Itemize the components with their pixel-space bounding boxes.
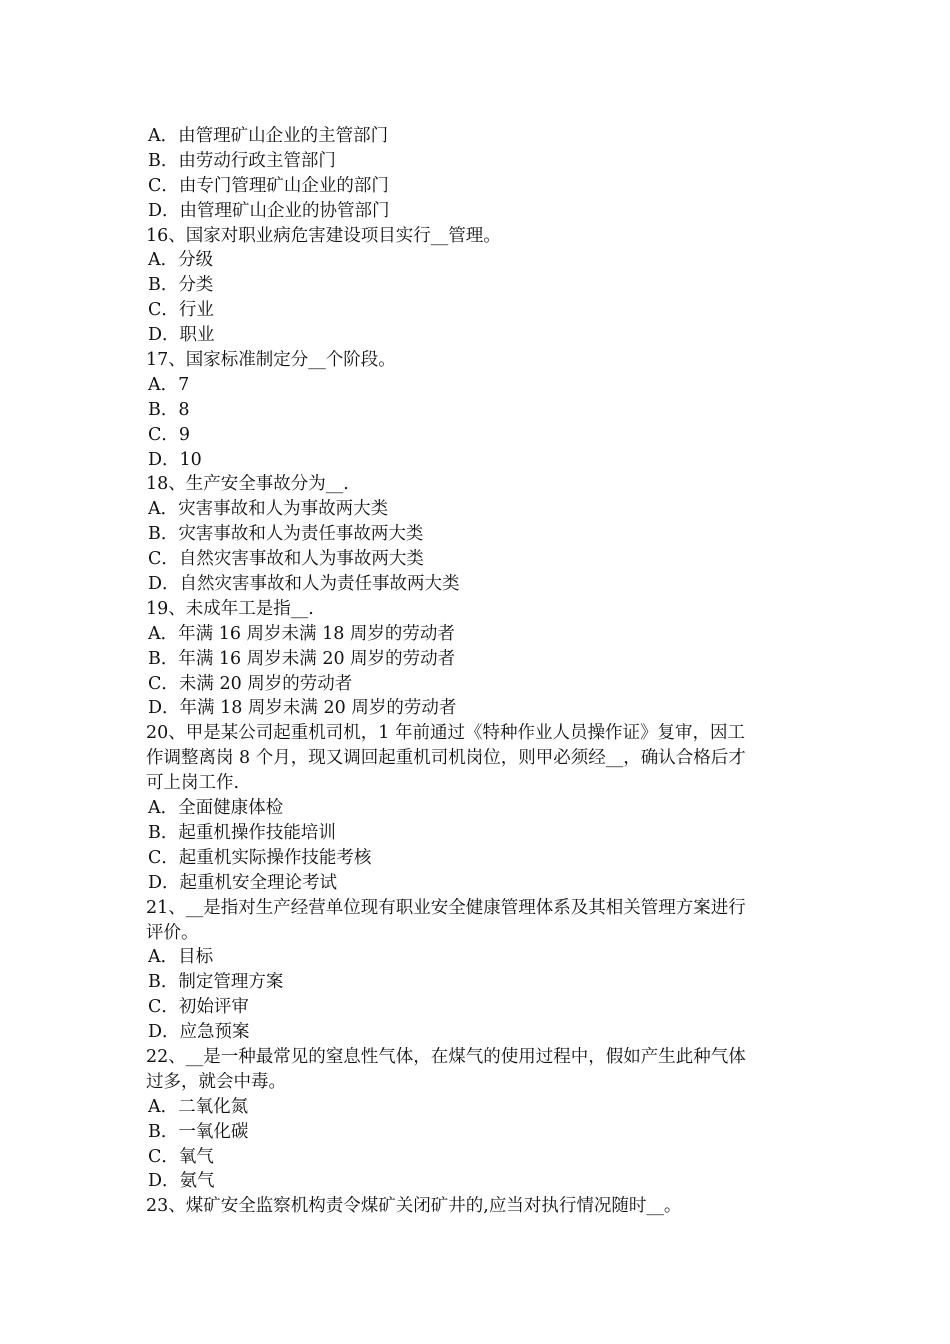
answer-option-line: C．自然灾害事故和人为事故两大类 [148,549,424,570]
answer-option-line: B．由劳动行政主管部门 [148,150,336,171]
answer-option-line: C．起重机实际操作技能考核 [148,847,372,868]
answer-option-line: A．全面健康体检 [148,798,284,819]
answer-option-line: C．9 [148,424,191,445]
answer-option-line: B．一氧化碳 [148,1121,249,1142]
question-text-line: 可上岗工作. [146,773,240,794]
answer-option-line: D．10 [148,449,202,470]
answer-option-line: D．职业 [148,325,215,346]
answer-option-line: D．氨气 [148,1171,215,1192]
question-text-line: 过多，就会中毒。 [146,1071,286,1092]
answer-option-line: C．由专门管理矿山企业的部门 [148,175,389,196]
answer-option-line: B．8 [148,399,190,420]
answer-option-line: D．由管理矿山企业的协管部门 [148,200,390,221]
question-text-line: 17、国家标准制定分__个阶段。 [146,350,396,371]
question-text-line: 16、国家对职业病危害建设项目实行__管理。 [146,225,501,246]
answer-option-line: B．分类 [148,275,214,296]
answer-option-line: A．二氧化氮 [148,1096,249,1117]
question-text-line: 23、煤矿安全监察机构责令煤矿关闭矿井的,应当对执行情况随时__。 [146,1196,682,1217]
answer-option-line: A．目标 [148,947,214,968]
document-page [146,124,812,1219]
question-text-line: 评价。 [146,922,199,943]
answer-option-line: A．由管理矿山企业的主管部门 [148,126,389,146]
answer-option-line: B．灾害事故和人为责任事故两大类 [148,524,424,545]
answer-option-line: B．起重机操作技能培训 [148,822,336,843]
question-text-line: 21、__是指对生产经营单位现有职业安全健康管理体系及其相关管理方案进行 [146,897,746,918]
answer-option-line: A．7 [148,374,190,395]
answer-option-line: A．灾害事故和人为事故两大类 [148,499,389,520]
answer-option-line: C．氧气 [148,1146,214,1167]
question-text-line: 作调整离岗 8 个月，现又调回起重机司机岗位，则甲必须经__，确认合格后才 [146,748,746,769]
answer-option-line: C．初始评审 [148,997,249,1018]
answer-option-line: C．行业 [148,300,214,321]
answer-option-line: B．年满 16 周岁未满 20 周岁的劳动者 [148,648,456,669]
question-text-line: 19、未成年工是指__. [146,598,314,619]
question-text-line: 18、生产安全事故分为__. [146,474,349,495]
answer-option-line: D．应急预案 [148,1022,250,1043]
question-text-line: 22、__是一种最常见的窒息性气体，在煤气的使用过程中，假如产生此种气体 [146,1046,746,1067]
answer-option-line: A．分级 [148,250,214,271]
answer-option-line: D．起重机安全理论考试 [148,872,338,893]
answer-option-line: D．自然灾害事故和人为责任事故两大类 [148,574,460,595]
answer-option-line: C．未满 20 周岁的劳动者 [148,673,353,694]
answer-option-line: A．年满 16 周岁未满 18 周岁的劳动者 [148,623,455,644]
question-text-line: 20、甲是某公司起重机司机，1 年前通过《特种作业人员操作证》复审，因工 [146,723,745,744]
answer-option-line: D．年满 18 周岁未满 20 周岁的劳动者 [148,698,457,719]
answer-option-line: B．制定管理方案 [148,972,284,993]
